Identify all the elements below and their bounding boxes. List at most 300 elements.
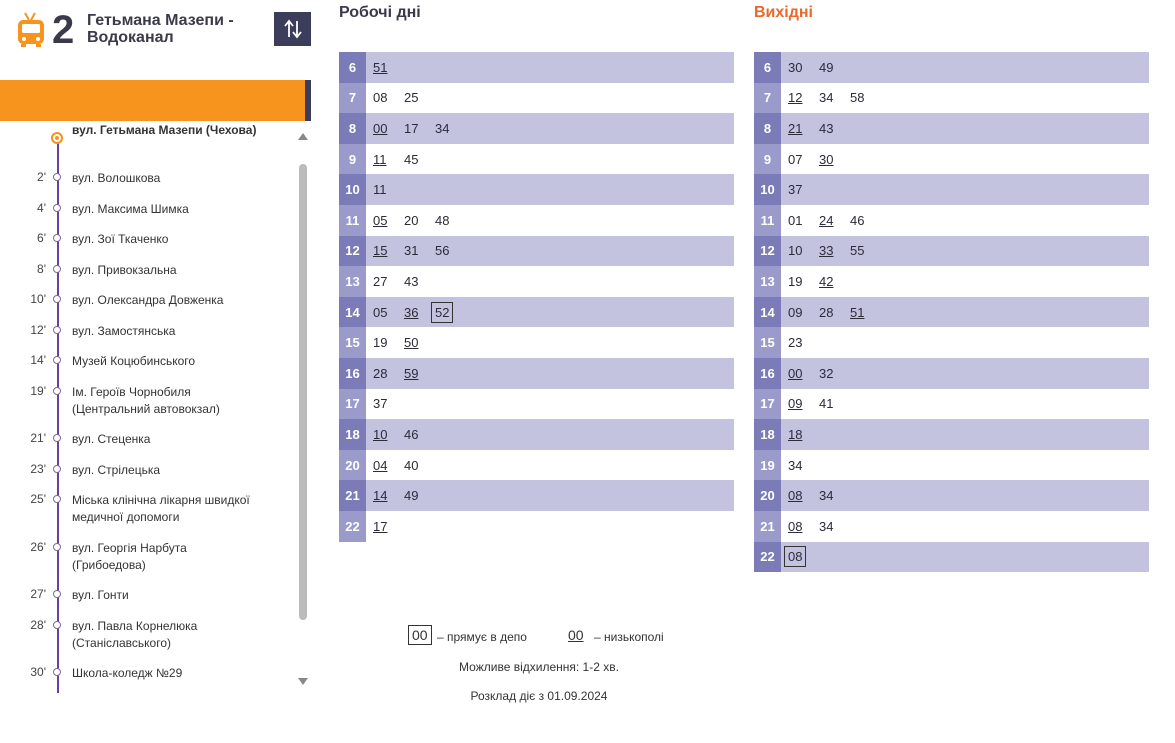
hour-cell: 21 [754,511,781,542]
departure-minute [788,90,819,105]
departure-minute-value: 52 [431,302,453,323]
departure-minute [788,121,819,136]
departure-minute-value: 24 [819,212,834,228]
stop-travel-time: 4' [37,201,46,215]
minutes-list [366,60,404,75]
timetable-row [339,113,734,144]
departure-minute-value: 28 [819,304,834,320]
stop-travel-time: 30' [30,665,46,679]
minutes-list [366,90,435,105]
departure-minute [373,519,404,534]
minutes-list [366,243,466,258]
minutes-list [366,302,466,323]
stop-name: вул. Стрілецька [72,463,161,477]
minutes-list [781,60,850,75]
departure-minute-value: 34 [788,457,803,473]
hour-cell: 8 [754,113,781,144]
minutes-list [781,396,850,411]
departure-minute [819,213,850,228]
stop-name: вул. Максима Шимка [72,202,189,216]
departure-minute-value: 46 [404,426,419,442]
minutes-list [781,546,819,567]
timetable-row [339,419,734,450]
hour-cell: 14 [754,297,781,328]
departure-minute-value: 34 [819,518,834,534]
stop-travel-time: 28' [30,618,46,632]
departure-minute-value: 25 [404,90,419,106]
swap-vertical-arrows-icon [284,19,302,39]
weekend-timetable [754,52,1149,572]
minutes-list [781,90,881,105]
stop-dot-icon [53,434,61,442]
minutes-list [781,243,881,258]
departure-minute [819,366,850,381]
departure-minute-value: 09 [788,396,803,412]
departure-minute [819,60,850,75]
timetable-row [754,144,1149,175]
minutes-list [781,488,850,503]
minutes-list [781,152,850,167]
departure-minute [788,152,819,167]
minutes-list [781,427,819,442]
departure-minute-value: 40 [404,457,419,473]
hour-cell: 17 [339,389,366,420]
departure-minute [404,335,435,350]
stop-name: вул. Георгія Нарбута (Грибоедова) [72,541,187,572]
departure-minute [788,335,819,350]
stop-name: вул. Стеценка [72,432,151,446]
departure-minute [373,182,404,197]
hour-cell: 13 [339,266,366,297]
minutes-list [366,488,435,503]
departure-minute [435,213,466,228]
stop-travel-time: 23' [30,462,46,476]
departure-minute-value: 37 [788,182,803,198]
departure-minute-value: 49 [819,59,834,75]
departure-minute-value: 19 [373,335,388,351]
stop-dot-icon [53,265,61,273]
departure-minute [373,458,404,473]
scroll-up-arrow-icon[interactable] [298,133,308,140]
departure-minute-value: 59 [404,365,419,381]
stop-dot-icon [53,590,61,598]
departure-minute-value: 51 [850,304,865,320]
departure-minute-value: 28 [373,365,388,381]
departure-minute-value: 21 [788,120,803,136]
hour-cell: 21 [339,480,366,511]
weekday-title: Робочі дні [339,4,421,21]
stop-dot-icon [51,132,63,144]
departure-minute [819,488,850,503]
timetable-row [754,266,1149,297]
minutes-list [781,213,881,228]
hour-cell: 10 [754,174,781,205]
departure-minute [404,243,435,258]
minutes-list [366,458,435,473]
departure-minute [788,366,819,381]
departure-minute [850,243,881,258]
departure-minute [404,274,435,289]
minutes-list [781,274,850,289]
stop-travel-time: 14' [30,353,46,367]
minutes-list [781,519,850,534]
departure-minute [819,243,850,258]
departure-minute [404,427,435,442]
departure-minute [788,427,819,442]
stop-travel-time: 21' [30,431,46,445]
departure-minute-value: 30 [819,151,834,167]
hour-cell: 9 [339,144,366,175]
hour-cell: 15 [339,327,366,358]
departure-minute [373,152,404,167]
departure-minute-value: 30 [788,59,803,75]
departure-minute-value: 42 [819,273,834,289]
hour-cell: 17 [754,389,781,420]
stop-name: Школа-коледж №29 [72,666,183,680]
departure-minute-value: 49 [404,488,419,504]
minutes-list [366,519,404,534]
timetable-row [754,419,1149,450]
timetable-row [339,389,734,420]
departure-minute [404,121,435,136]
departure-minute-value: 55 [850,243,865,259]
hour-cell: 7 [754,83,781,114]
weekday-timetable [339,52,734,542]
legend-lowfloor-sample: 00 [568,627,584,643]
timetable-row [339,358,734,389]
timetable-row [754,542,1149,573]
departure-minute-value: 36 [404,304,419,320]
departure-minute-value: 23 [788,335,803,351]
departure-minute-value: 00 [788,365,803,381]
departure-minute-value: 27 [373,273,388,289]
departure-minute-value: 04 [373,457,388,473]
departure-minute [373,243,404,258]
departure-minute-value: 56 [435,243,450,259]
stop-name: вул. Волошкова [72,171,161,185]
minutes-list [781,458,819,473]
departure-minute [850,305,881,320]
departure-minute-value: 43 [819,120,834,136]
departure-minute [788,243,819,258]
departure-minute [373,60,404,75]
timetable-row [754,83,1149,114]
hour-cell: 16 [754,358,781,389]
timetable-row [754,511,1149,542]
stop-dot-icon [53,387,61,395]
departure-minute [819,305,850,320]
departure-minute-value: 05 [373,212,388,228]
stop-travel-time: 10' [30,292,46,306]
departure-minute [373,305,404,320]
stop-dot-icon [53,495,61,503]
stop-dot-icon [53,326,61,334]
stop-travel-time: 27' [30,587,46,601]
hour-cell: 19 [754,450,781,481]
departure-minute [819,90,850,105]
hour-cell: 11 [754,205,781,236]
departure-minute-value: 08 [788,518,803,534]
stop-name: вул. Гонти [72,588,129,602]
departure-minute-value: 17 [404,120,419,136]
departure-minute [373,427,404,442]
timetable-row [754,450,1149,481]
stop-travel-time: 2' [37,170,46,184]
timetable-row [339,174,734,205]
departure-minute-value: 08 [784,546,806,567]
stop-travel-time: 6' [37,231,46,245]
departure-minute [788,305,819,320]
timetable-row [339,327,734,358]
hour-cell: 20 [339,450,366,481]
legend [408,625,708,647]
hour-cell: 14 [339,297,366,328]
departure-minute-value: 20 [404,212,419,228]
stop-name: вул. Привокзальна [72,263,177,277]
departure-minute [373,121,404,136]
timetable-row [339,450,734,481]
departure-minute-value: 05 [373,304,388,320]
timetable-row [754,389,1149,420]
weekend-title: Вихідні [754,4,813,21]
stop-dot-icon [53,543,61,551]
deviation-note: Можливе відхилення: 1-2 хв. [459,660,619,674]
departure-minute-value: 14 [373,488,388,504]
timetable-row [754,113,1149,144]
stop-dot-icon [53,465,61,473]
legend-lowfloor-text: – низькополі [594,630,664,644]
departure-minute [788,546,819,567]
stop-travel-time: 26' [30,540,46,554]
departure-minute-value: 18 [788,426,803,442]
stop-dot-icon [53,234,61,242]
departure-minute-value: 34 [435,120,450,136]
departure-minute [435,243,466,258]
hour-cell: 10 [339,174,366,205]
departure-minute-value: 31 [404,243,419,259]
stop-name: Міська клінічна лікарня швидкої медичної допомоги [72,493,250,524]
departure-minute [788,396,819,411]
stops-scrollbar[interactable] [298,128,308,688]
swap-direction-button[interactable] [274,12,311,46]
minutes-list [366,274,435,289]
departure-minute [850,213,881,228]
departure-minute [819,519,850,534]
departure-minute [819,121,850,136]
departure-minute [788,519,819,534]
departure-minute [819,152,850,167]
hour-cell: 11 [339,205,366,236]
stop-dot-icon [53,668,61,676]
minutes-list [781,305,881,320]
departure-minute [373,90,404,105]
stop-travel-time: 12' [30,323,46,337]
departure-minute-value: 11 [373,182,387,198]
minutes-list [781,182,819,197]
timetable-row [754,174,1149,205]
route-header [0,0,312,70]
departure-minute-value: 07 [788,151,803,167]
departure-minute-value: 50 [404,335,419,351]
minutes-list [366,152,435,167]
minutes-list [366,182,404,197]
hour-cell: 6 [339,52,366,83]
stop-travel-time: 25' [30,492,46,506]
departure-minute-value: 15 [373,243,388,259]
departure-minute [373,213,404,228]
departure-minute-value: 58 [850,90,865,106]
stop-travel-time: 19' [30,384,46,398]
departure-minute-value: 10 [373,426,388,442]
hour-cell: 16 [339,358,366,389]
route-number: 2 [52,8,75,52]
minutes-list [366,213,466,228]
scroll-thumb[interactable] [299,164,307,620]
hour-cell: 7 [339,83,366,114]
departure-minute [373,488,404,503]
departure-minute [788,182,819,197]
departure-minute [373,366,404,381]
departure-minute [373,396,404,411]
departure-minute-value: 37 [373,396,388,412]
departure-minute [435,121,466,136]
route-title: Гетьмана Мазепи - Водоканал [87,12,234,46]
departure-minute-value: 48 [435,212,450,228]
departure-minute-value: 11 [373,151,387,167]
hour-cell: 12 [339,236,366,267]
minutes-list [366,335,435,350]
departure-minute-value: 10 [788,243,803,259]
hour-cell: 9 [754,144,781,175]
departure-minute-value: 12 [788,90,803,106]
stops-list [0,122,300,692]
timetable-row [754,205,1149,236]
hour-cell: 13 [754,266,781,297]
valid-from-note: Розклад діє з 01.09.2024 [470,689,608,703]
stop-name: Музей Коцюбинського [72,354,196,368]
timetable-row [339,480,734,511]
legend-depot-text: – прямує в депо [437,630,527,644]
departure-minute-value: 19 [788,273,803,289]
hour-cell: 6 [754,52,781,83]
stop-dot-icon [53,295,61,303]
stop-dot-icon [53,173,61,181]
stop-name: вул. Замостянська [72,324,176,338]
departure-minute [788,488,819,503]
timetable-row [754,297,1149,328]
hour-cell: 18 [754,419,781,450]
timetable-row [754,236,1149,267]
departure-minute [404,90,435,105]
hour-cell: 20 [754,480,781,511]
departure-minute [819,274,850,289]
departure-minute [404,152,435,167]
departure-minute-value: 17 [373,518,388,534]
hour-cell: 12 [754,236,781,267]
timetable-row [339,144,734,175]
departure-minute [788,274,819,289]
departure-minute [404,213,435,228]
trolleybus-icon [16,12,46,48]
departure-minute [850,90,881,105]
minutes-list [781,366,850,381]
departure-minute [788,213,819,228]
timetable-row [754,358,1149,389]
minutes-list [781,121,850,136]
stop-dot-icon [53,356,61,364]
departure-minute-value: 51 [373,59,388,75]
timetable-row [339,297,734,328]
stop-name: вул. Гетьмана Мазепи (Чехова) [72,123,257,137]
stop-dot-icon [53,621,61,629]
stop-name: вул. Зої Ткаченко [72,232,169,246]
hour-cell: 22 [339,511,366,542]
hour-cell: 8 [339,113,366,144]
timetable-row [754,327,1149,358]
departure-minute [819,396,850,411]
minutes-list [366,427,435,442]
stop-name: вул. Олександра Довженка [72,293,224,307]
departure-minute [404,366,435,381]
departure-minute [404,488,435,503]
departure-minute-value: 08 [788,488,803,504]
departure-minute-value: 34 [819,488,834,504]
stop-dot-icon [53,204,61,212]
timetable-row [754,52,1149,83]
stop-name: Ім. Героїв Чорнобиля (Центральний автовокзал) [72,385,220,416]
minutes-list [366,366,435,381]
route-line [57,138,59,693]
departure-minute-value: 46 [850,212,865,228]
departure-minute [435,302,466,323]
hour-cell: 18 [339,419,366,450]
current-stop-bar [0,80,305,121]
departure-minute-value: 45 [404,151,419,167]
departure-minute [404,458,435,473]
timetable-row [339,511,734,542]
departure-minute [788,60,819,75]
timetable-row [339,236,734,267]
legend-depot-sample: 00 [408,625,432,645]
hour-cell: 22 [754,542,781,573]
scroll-down-arrow-icon[interactable] [298,678,308,685]
departure-minute [373,274,404,289]
timetable-row [754,480,1149,511]
departure-minute-value: 32 [819,365,834,381]
departure-minute-value: 08 [373,90,388,106]
departure-minute [373,335,404,350]
timetable-row [339,205,734,236]
departure-minute-value: 33 [819,243,834,259]
timetable-row [339,83,734,114]
departure-minute-value: 01 [788,212,803,228]
departure-minute-value: 00 [373,120,388,136]
hour-cell: 15 [754,327,781,358]
minutes-list [366,121,466,136]
departure-minute-value: 41 [819,396,834,412]
timetable-row [339,52,734,83]
departure-minute-value: 34 [819,90,834,106]
departure-minute-value: 43 [404,273,419,289]
departure-minute [788,458,819,473]
minutes-list [366,396,404,411]
minutes-list [781,335,819,350]
bar-edge [305,80,311,121]
departure-minute-value: 09 [788,304,803,320]
stop-travel-time: 8' [37,262,46,276]
timetable-row [339,266,734,297]
stop-name: вул. Павла Корнелюка (Станіславського) [72,619,198,650]
